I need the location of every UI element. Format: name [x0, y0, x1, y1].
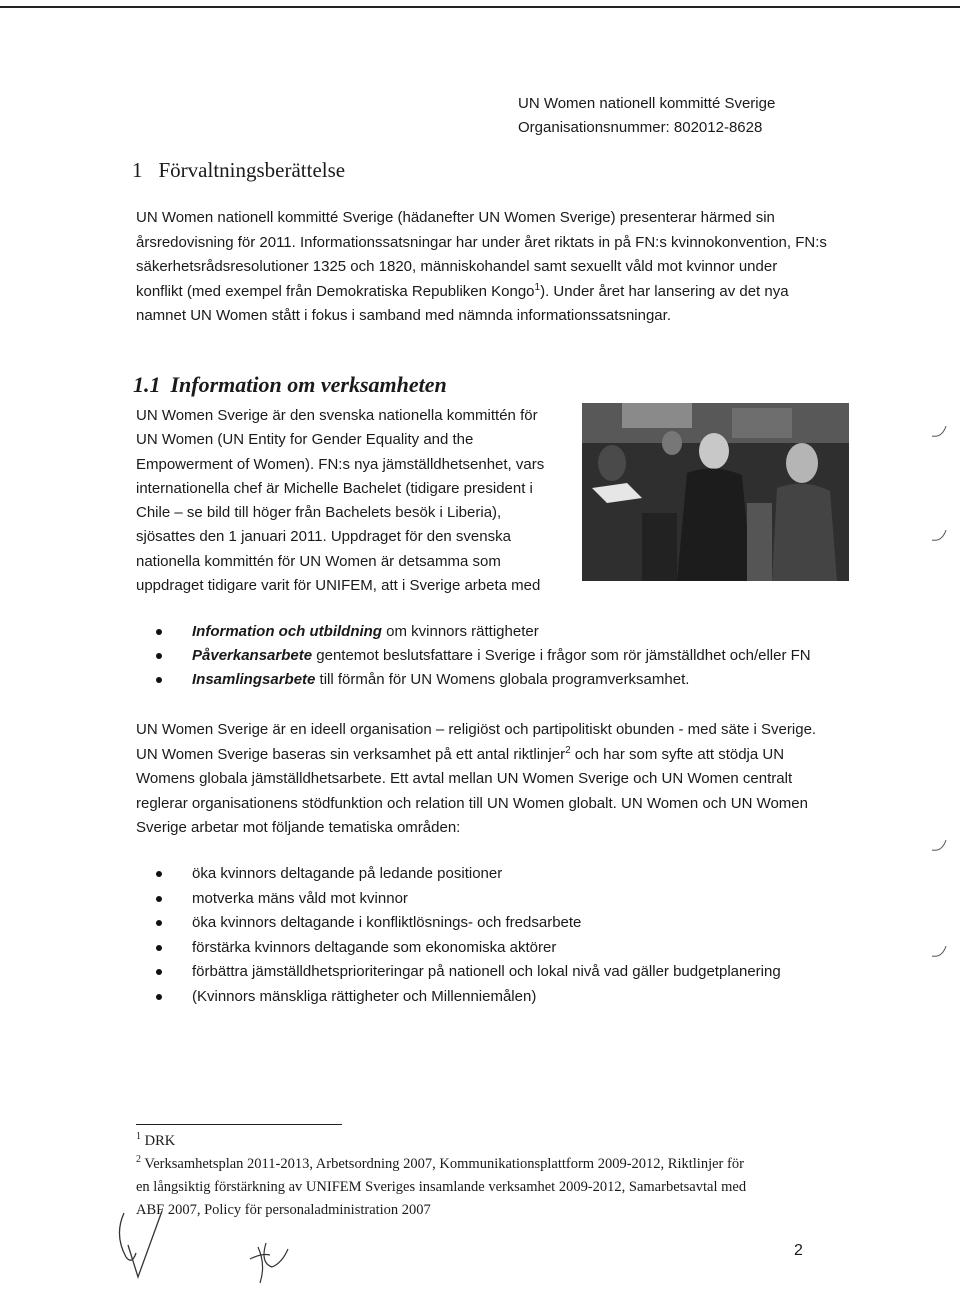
footnote-2-cont: en långsiktig förstärkning av UNIFEM Sveriges insamlande verksamhet 2009-2012, Samarbetsavtal med — [136, 1179, 747, 1195]
top-rule — [0, 6, 960, 8]
theme-list — [136, 862, 781, 1009]
list-item: öka kvinnors deltagande på ledande positioner — [136, 862, 781, 887]
footnote-text: DRK — [144, 1133, 176, 1149]
intro-paragraph — [136, 206, 827, 329]
info-line: nationella kommittén för UN Women är detsamma som — [136, 552, 501, 570]
org-line: Womens globala jämställdhetsarbete. Ett avtal mellan UN Women Sverige och UN Women centralt — [136, 770, 793, 787]
margin-marks — [930, 410, 952, 1030]
activity-text: till förmån för UN Womens globala programverksamhet. — [315, 671, 690, 688]
list-item — [136, 668, 811, 692]
intro-line — [136, 280, 827, 305]
header-block — [518, 92, 775, 140]
footnote-2-cont: ABF 2007, Policy för personaladministration 2007 — [136, 1202, 431, 1218]
info-paragraph — [136, 404, 544, 598]
section-title: Förvaltningsberättelse — [158, 158, 346, 182]
intro-line: säkerhetsrådsresolutioner 1325 och 1820, människohandel samt sexuellt våld mot kvinnor under — [136, 258, 778, 275]
list-item — [136, 644, 811, 668]
info-line: UN Women Sverige är den svenska nationella kommittén för — [136, 407, 538, 424]
org-name: UN Women nationell kommitté Sverige — [518, 95, 776, 112]
org-text: och har som syfte att stödja UN — [570, 745, 785, 763]
activity-text: om kvinnors rättigheter — [381, 623, 539, 640]
subsection-heading — [133, 372, 447, 398]
footnote-1 — [136, 1130, 746, 1153]
activity-text: gentemot beslutsfattare i Sverige i frågor som rör jämställdhet och/eller FN — [312, 647, 811, 664]
list-item: motverka mäns våld mot kvinnor — [136, 887, 781, 912]
list-item — [136, 620, 811, 644]
footnote-text: Verksamhetsplan 2011-2013, Arbetsordning 2007, Kommunikationsplattform 2009-2012, Riktlinjer för — [144, 1156, 744, 1172]
section-number: 1 — [132, 158, 143, 182]
footnote-rule — [136, 1124, 342, 1125]
intro-text: ). Under året har lansering av det nya — [540, 282, 789, 300]
org-text: UN Women Sverige baseras sin verksamhet på ett antal riktlinjer — [136, 745, 566, 763]
intro-line: årsredovisning för 2011. Informationssatsningar har under året riktats in på FN:s kvinnokonvention, FN:s — [136, 233, 827, 251]
info-line: Empowerment of Women). FN:s nya jämställdhetsenhet, vars — [136, 455, 545, 473]
activity-key: Insamlingsarbete — [192, 671, 316, 688]
footnote-2 — [136, 1153, 746, 1176]
activity-key: Information och utbildning — [192, 623, 382, 640]
page-number: 2 — [794, 1242, 803, 1259]
activity-key: Påverkansarbete — [192, 647, 313, 664]
org-line: Sverige arbetar mot följande tematiska områden: — [136, 819, 461, 836]
info-line: sjösattes den 1 januari 2011. Uppdraget för den svenska — [136, 528, 511, 546]
list-item: förbättra jämställdhetsprioriteringar på nationell och lokal nivå vad gäller budgetplanering — [136, 960, 781, 985]
info-line: UN Women (UN Entity for Gender Equality and the — [136, 431, 474, 449]
info-line: uppdraget tidigare varit för UNIFEM, att i Sverige arbeta med — [136, 577, 541, 595]
org-line: reglerar organisationens stödfunktion och relation till UN Women globalt. UN Women och UN Women — [136, 794, 808, 812]
intro-text: konflikt (med exempel från Demokratiska Republiken Kongo — [136, 282, 535, 300]
org-number: Organisationsnummer: 802012-8628 — [518, 119, 763, 136]
activity-list — [136, 620, 811, 692]
info-line: Chile – se bild till höger från Bachelets besök i Liberia), — [136, 504, 502, 522]
subsection-number: 1.1 — [133, 372, 161, 397]
footnote-marker: 1 — [136, 1131, 141, 1143]
list-item: öka kvinnors deltagande i konfliktlösnings- och fredsarbete — [136, 911, 781, 936]
subsection-title: Information om verksamheten — [170, 372, 447, 397]
intro-line: namnet UN Women stått i fokus i samband med nämnda informationssatsningar. — [136, 307, 671, 324]
footnote-ref-1: 1 — [534, 281, 541, 293]
org-line: UN Women Sverige är en ideell organisation – religiöst och partipolitiskt obunden - med säte i Sverige. — [136, 721, 817, 738]
bachelet-photo — [582, 403, 849, 581]
footnote-ref-2: 2 — [565, 744, 571, 756]
list-item: förstärka kvinnors deltagande som ekonomiska aktörer — [136, 936, 781, 961]
organisation-paragraph — [136, 718, 816, 841]
section-heading — [132, 158, 345, 183]
list-item: (Kvinnors mänskliga rättigheter och Millenniemålen) — [136, 985, 781, 1010]
org-line — [136, 743, 816, 768]
intro-line: UN Women nationell kommitté Sverige (hädanefter UN Women Sverige) presenterar härmed sin — [136, 209, 775, 226]
footnote-marker: 2 — [136, 1154, 141, 1166]
handwritten-initials — [110, 1205, 310, 1285]
info-line: internationella chef är Michelle Bachelet (tidigare president i — [136, 479, 533, 497]
